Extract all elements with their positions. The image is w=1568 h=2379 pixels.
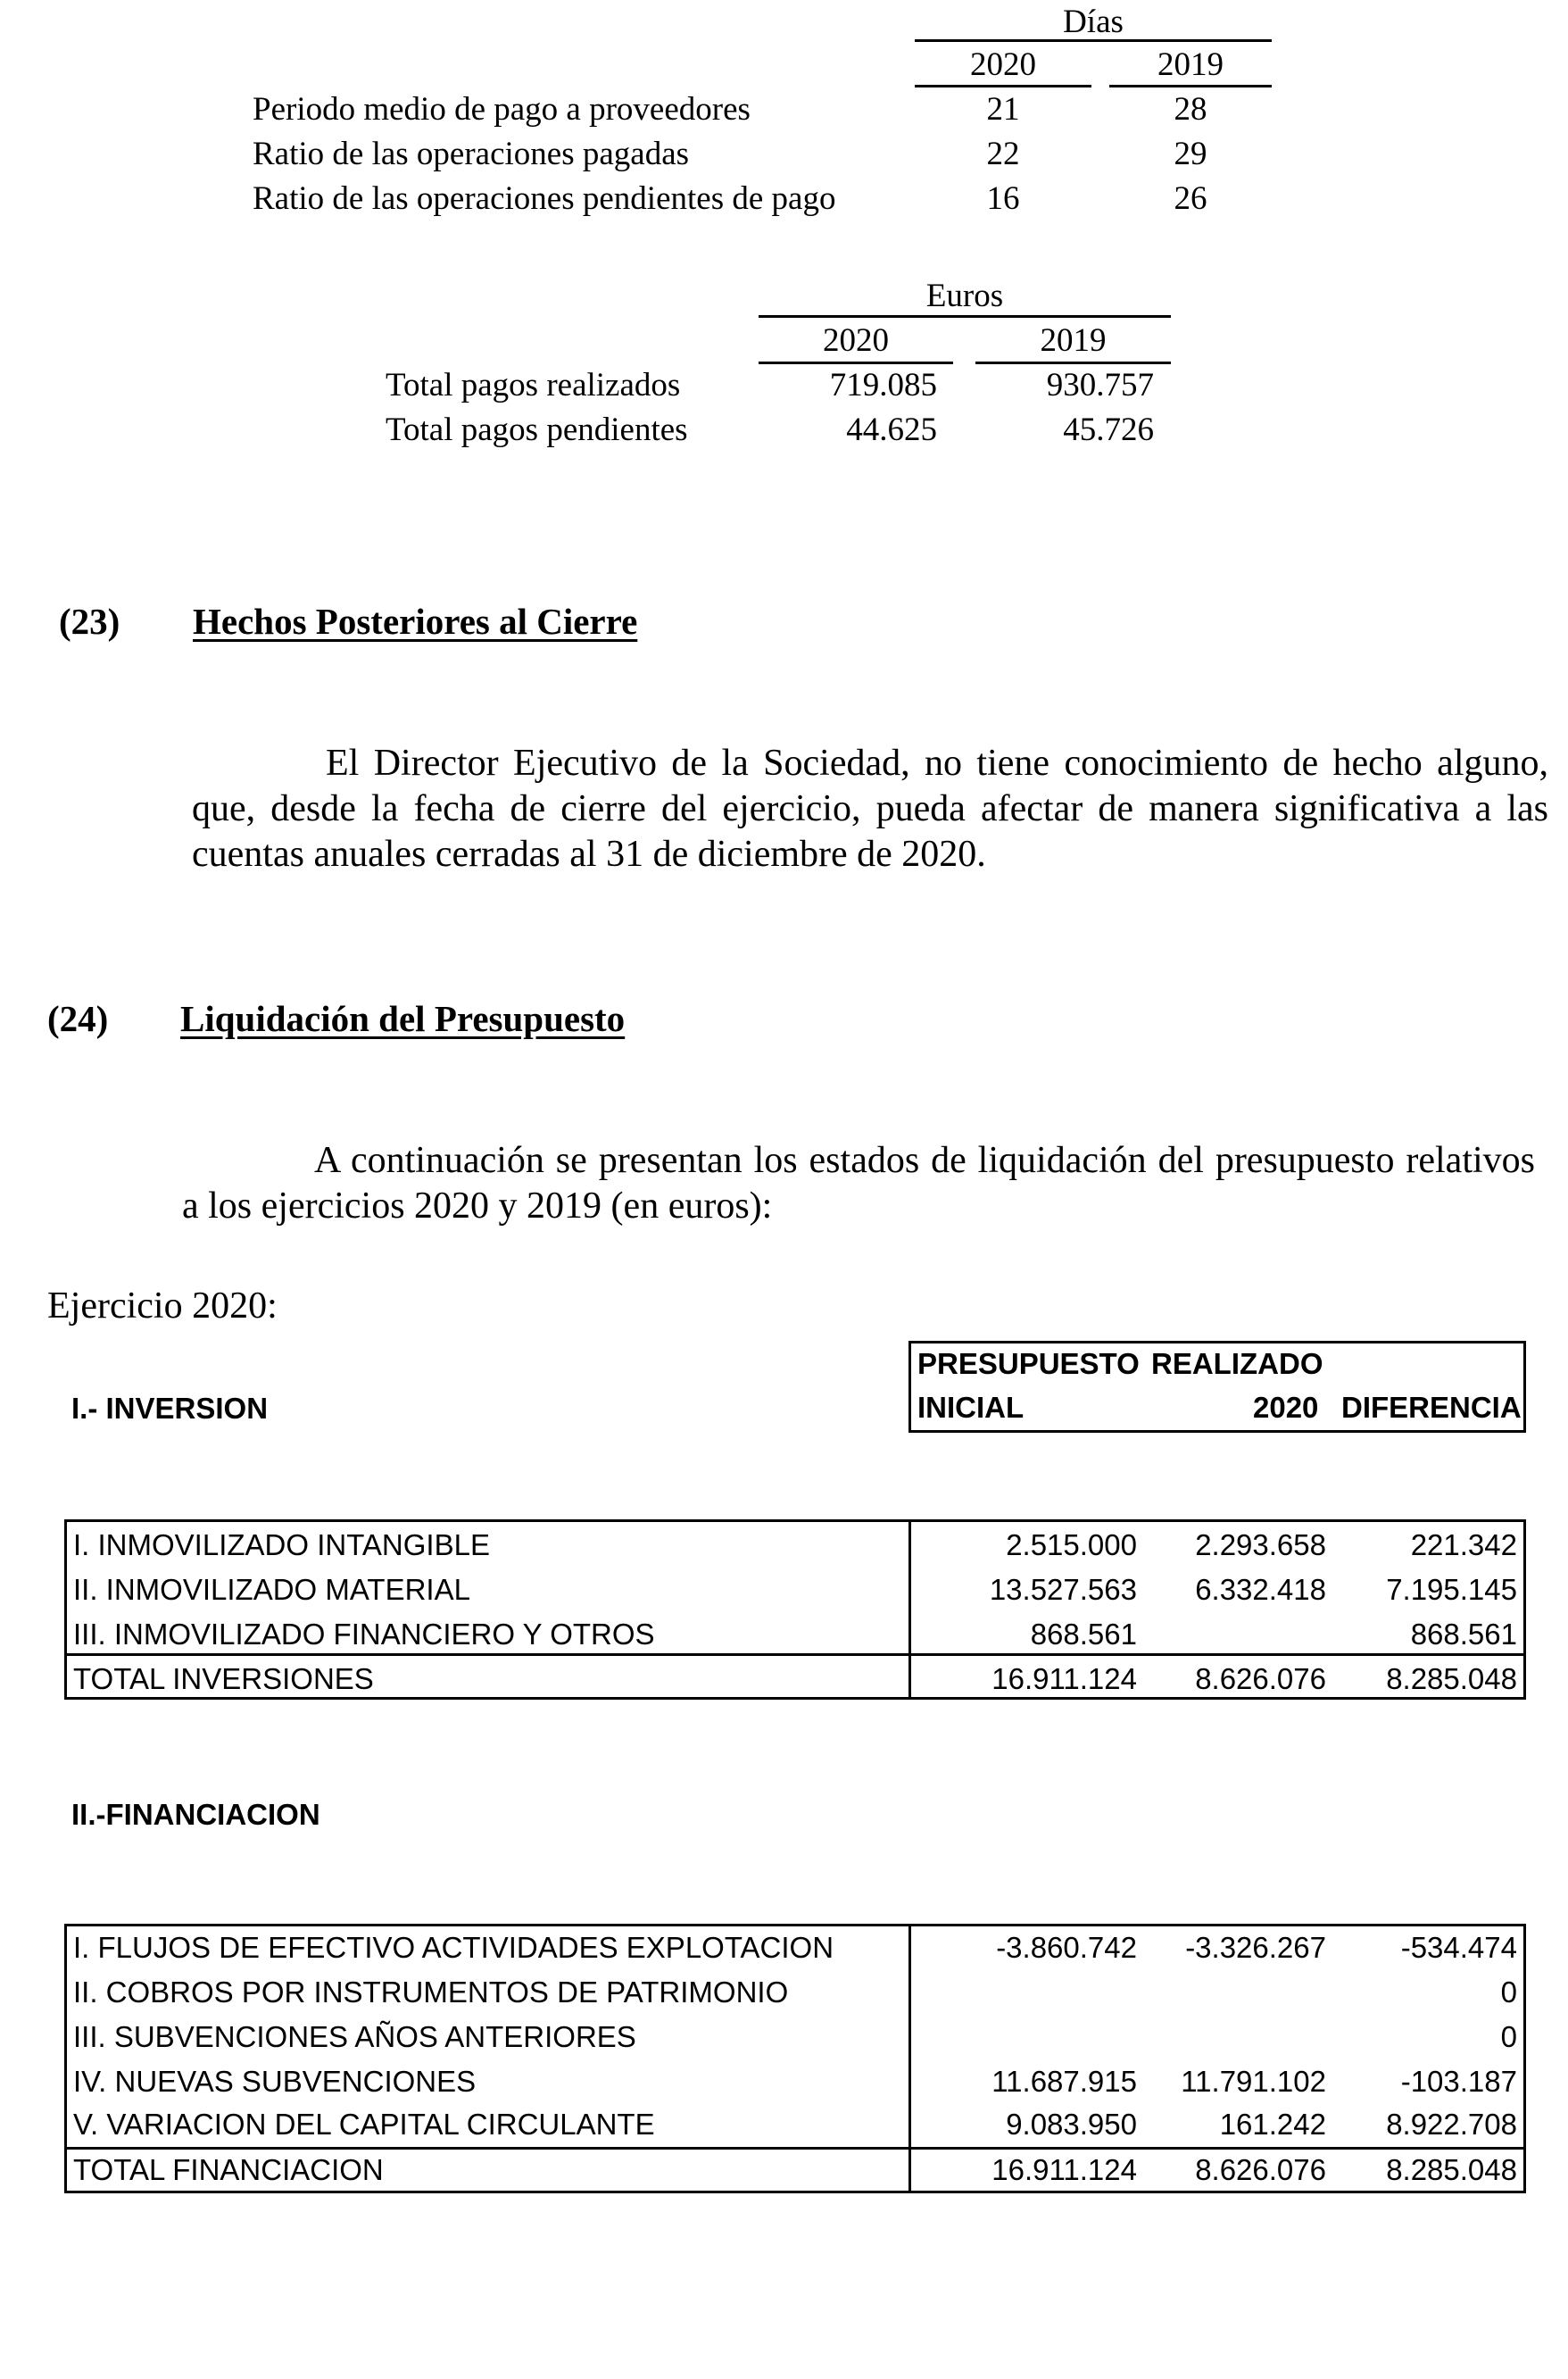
days-row-label: Periodo medio de pago a proveedores xyxy=(253,91,751,128)
euros-row-2020: 44.625 xyxy=(846,412,937,448)
days-row-label: Ratio de las operaciones pendientes de pago xyxy=(253,180,836,217)
days-year-2020: 2020 xyxy=(970,46,1036,83)
days-row-2019: 29 xyxy=(1174,136,1207,172)
table-row-label: I. FLUJOS DE EFECTIVO ACTIVIDADES EXPLOTACION xyxy=(73,1931,834,1964)
days-row-2019: 26 xyxy=(1174,180,1207,217)
header-diferencia: DIFERENCIA xyxy=(1341,1391,1522,1424)
days-caption-rule xyxy=(915,39,1272,42)
section-title: Hechos Posteriores al Cierre xyxy=(193,601,638,642)
total-cell-realizado: 8.626.076 xyxy=(1195,2153,1326,2186)
section-23-heading xyxy=(59,600,638,643)
total-row-label: TOTAL INVERSIONES xyxy=(73,1662,374,1695)
table-cell-realizado: 11.791.102 xyxy=(1181,2065,1326,2098)
header-realizado: REALIZADO xyxy=(1151,1347,1323,1380)
total-row-label: TOTAL FINANCIACION xyxy=(73,2153,384,2186)
table-cell-diferencia: 221.342 xyxy=(1410,1528,1517,1561)
financiacion-title: II.-FINANCIACION xyxy=(71,1798,320,1831)
euros-row-2020: 719.085 xyxy=(829,367,937,403)
total-cell-diferencia: 8.285.048 xyxy=(1386,1662,1517,1695)
financiacion-column-divider xyxy=(908,1924,911,2193)
table-cell-diferencia: -534.474 xyxy=(1400,1931,1517,1964)
section-number: (24) xyxy=(47,998,109,1039)
table-cell-inicial: 2.515.000 xyxy=(1006,1528,1137,1561)
days-row-2020: 22 xyxy=(986,136,1020,172)
section-24-heading xyxy=(47,997,626,1040)
table-cell-realizado: -3.326.267 xyxy=(1185,1931,1326,1964)
table-cell-diferencia: 868.561 xyxy=(1410,1618,1517,1651)
table-cell-realizado: 2.293.658 xyxy=(1195,1528,1326,1561)
euros-year-2020: 2020 xyxy=(823,322,889,359)
euros-caption-rule xyxy=(759,315,1171,318)
paragraph-text: A continuación se presentan los estados de liquidación del presupuesto relativos a los ejercicios 2020 y 2019 (en euros): xyxy=(182,1140,1535,1227)
days-caption: Días xyxy=(1063,4,1124,40)
euros-caption: Euros xyxy=(925,278,1004,314)
table-row-label: IV. NUEVAS SUBVENCIONES xyxy=(73,2065,477,2098)
euros-row-label: Total pagos pendientes xyxy=(386,412,688,448)
days-row-2020: 16 xyxy=(986,180,1020,217)
inversion-column-divider xyxy=(908,1519,911,1700)
table-cell-inicial: 868.561 xyxy=(1030,1618,1137,1651)
total-cell-realizado: 8.626.076 xyxy=(1195,1662,1326,1695)
table-row-label: III. INMOVILIZADO FINANCIERO Y OTROS xyxy=(73,1618,655,1651)
euros-row-2019: 930.757 xyxy=(1046,367,1154,403)
table-row-label: V. VARIACION DEL CAPITAL CIRCULANTE xyxy=(73,2108,655,2141)
table-cell-inicial: 9.083.950 xyxy=(1006,2108,1137,2141)
table-cell-diferencia: 0 xyxy=(1500,2020,1517,2053)
section-number: (23) xyxy=(59,601,120,642)
total-cell-diferencia: 8.285.048 xyxy=(1386,2153,1517,2186)
euros-year-2019: 2019 xyxy=(1040,322,1107,359)
table-row-label: I. INMOVILIZADO INTANGIBLE xyxy=(73,1528,490,1561)
table-cell-diferencia: 8.922.708 xyxy=(1386,2108,1517,2141)
table-cell-diferencia: 7.195.145 xyxy=(1386,1573,1517,1606)
total-cell-inicial: 16.911.124 xyxy=(991,2153,1137,2186)
euros-row-2019: 45.726 xyxy=(1063,412,1154,448)
section-title: Liquidación del Presupuesto xyxy=(180,998,626,1039)
days-year-2019: 2019 xyxy=(1157,46,1224,83)
table-cell-realizado: 161.242 xyxy=(1219,2108,1326,2141)
table-cell-inicial: 11.687.915 xyxy=(991,2065,1137,2098)
section-24-paragraph xyxy=(182,1138,1535,1229)
table-cell-realizado: 6.332.418 xyxy=(1195,1573,1326,1606)
header-presupuesto: PRESUPUESTO xyxy=(917,1347,1140,1380)
ejercicio-label: Ejercicio 2020: xyxy=(47,1285,278,1327)
total-cell-inicial: 16.911.124 xyxy=(991,1662,1137,1695)
inversion-title: I.- INVERSION xyxy=(71,1392,269,1425)
table-cell-inicial: 13.527.563 xyxy=(989,1573,1137,1606)
table-row-label: II. COBROS POR INSTRUMENTOS DE PATRIMONIO xyxy=(73,1976,789,2009)
days-row-2019: 28 xyxy=(1174,91,1207,128)
table-cell-diferencia: 0 xyxy=(1500,1976,1517,2009)
header-inicial: INICIAL xyxy=(917,1391,1025,1424)
header-realizado-year: 2020 xyxy=(1253,1391,1319,1424)
table-row-label: II. INMOVILIZADO MATERIAL xyxy=(73,1573,470,1606)
table-cell-inicial: -3.860.742 xyxy=(996,1931,1137,1964)
euros-row-label: Total pagos realizados xyxy=(386,367,681,403)
table-row-label: III. SUBVENCIONES AÑOS ANTERIORES xyxy=(73,2020,636,2053)
days-row-label: Ratio de las operaciones pagadas xyxy=(253,136,690,172)
days-row-2020: 21 xyxy=(986,91,1020,128)
paragraph-text: El Director Ejecutivo de la Sociedad, no tiene conocimiento de hecho alguno, que, desde la fecha de cierre del ejercicio, pueda afectar de manera significativa a las cuentas anuales cerradas al 31 de diciembre de 2020. xyxy=(192,743,1548,875)
section-23-paragraph xyxy=(192,741,1548,878)
table-cell-diferencia: -103.187 xyxy=(1400,2065,1517,2098)
